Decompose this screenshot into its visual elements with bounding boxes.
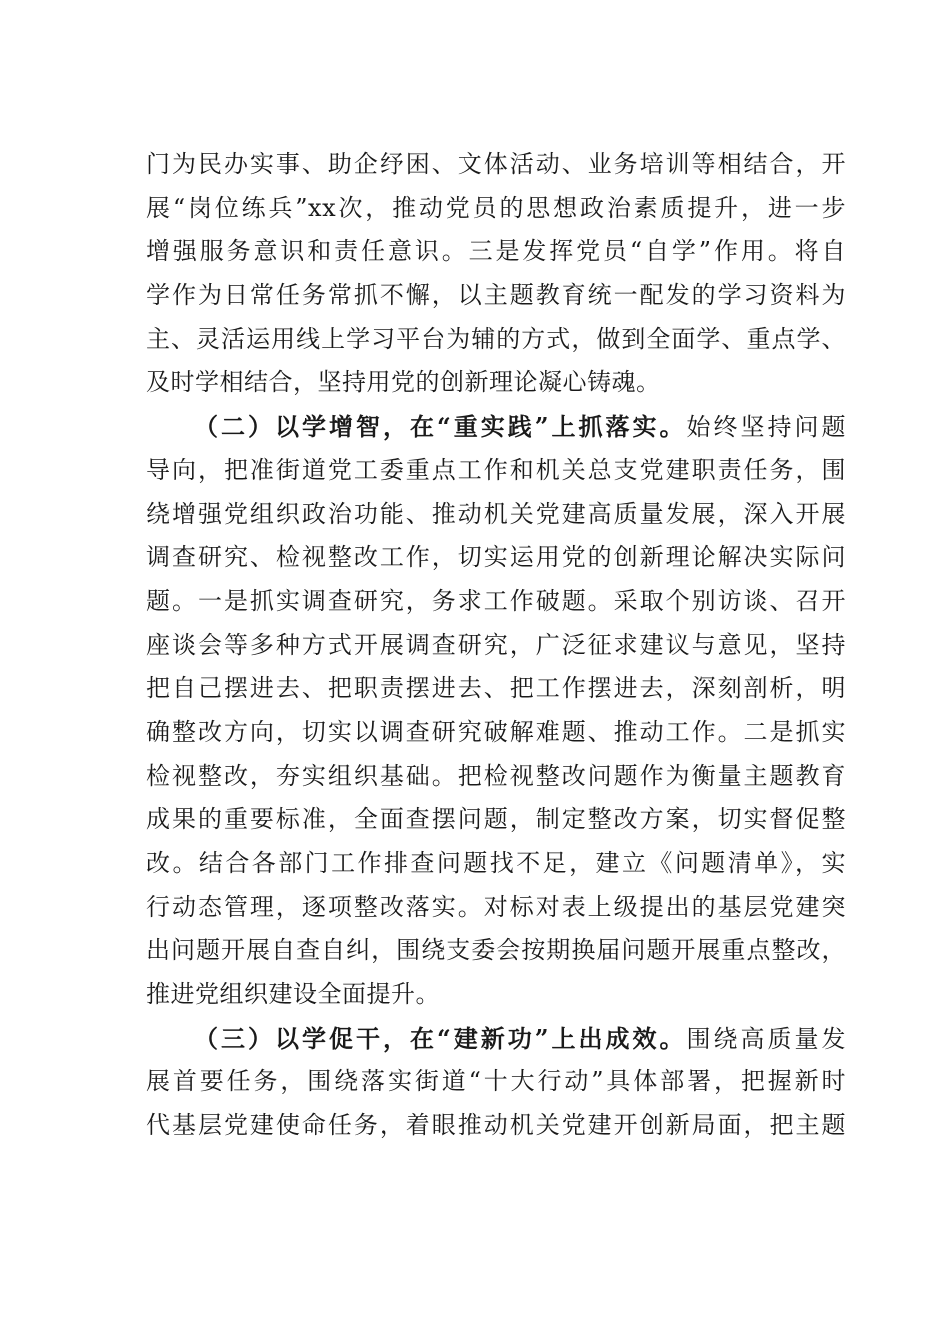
paragraph-first-line bbox=[146, 405, 846, 449]
text-run: 围绕高质量发 bbox=[686, 1024, 847, 1053]
text-line: 成果的重要标准，全面查摆问题，制定整改方案，切实督促整 bbox=[146, 805, 846, 834]
text-line: 座谈会等多种方式开展调查研究，广泛征求建议与意见，坚持 bbox=[146, 630, 846, 659]
text-line: 确整改方向，切实以调查研究破解难题、推动工作。二是抓实 bbox=[146, 717, 846, 746]
paragraph-2 bbox=[146, 405, 846, 1017]
text-line: 改。结合各部门工作排查问题找不足，建立《问题清单》，实 bbox=[146, 849, 846, 877]
text-line: 绕增强党组织政治功能、推动机关党建高质量发展，深入开展 bbox=[146, 499, 846, 528]
text-line: 门为民办实事、助企纾困、文体活动、业务培训等相结合，开 bbox=[146, 150, 846, 178]
section-heading: （三）以学促干，在“建新功”上出成效。 bbox=[194, 1023, 687, 1053]
section-heading: （二）以学增智，在“重实践”上抓落实。 bbox=[194, 412, 687, 442]
text-line: 调查研究、检视整改工作，切实运用党的创新理论解决实际问 bbox=[146, 543, 846, 572]
paragraph-1 bbox=[146, 143, 846, 405]
text-line: 展首要任务，围绕落实街道“十大行动”具体部署，把握新时 bbox=[146, 1067, 846, 1096]
text-line: 增强服务意识和责任意识。三是发挥党员“自学”作用。将自 bbox=[146, 237, 846, 266]
paragraph-first-line bbox=[146, 1017, 846, 1061]
text-run: 始终坚持问题 bbox=[686, 413, 847, 442]
text-line: 学作为日常任务常抓不懈，以主题教育统一配发的学习资料为 bbox=[146, 281, 846, 310]
text-line: 主、灵活运用线上学习平台为辅的方式，做到全面学、重点学、 bbox=[146, 324, 846, 353]
text-line: 导向，把准街道党工委重点工作和机关总支党建职责任务，围 bbox=[146, 455, 846, 484]
paragraph-3 bbox=[146, 1017, 846, 1148]
text-line: 行动态管理，逐项整改落实。对标对表上级提出的基层党建突 bbox=[146, 892, 846, 921]
text-line: 题。一是抓实调查研究，务求工作破题。采取个别访谈、召开 bbox=[146, 586, 846, 615]
text-line: 展“岗位练兵”xx次，推动党员的思想政治素质提升，进一步 bbox=[146, 193, 846, 222]
document-body bbox=[146, 143, 846, 1148]
text-line: 出问题开展自查自纠，围绕支委会按期换届问题开展重点整改， bbox=[146, 936, 846, 965]
text-line: 检视整改，夯实组织基础。把检视整改问题作为衡量主题教育 bbox=[146, 761, 846, 790]
text-line: 代基层党建使命任务，着眼推动机关党建开创新局面，把主题 bbox=[146, 1111, 846, 1140]
text-line: 及时学相结合，坚持用党的创新理论凝心铸魂。 bbox=[146, 368, 661, 397]
text-line: 把自己摆进去、把职责摆进去、把工作摆进去，深刻剖析，明 bbox=[146, 674, 846, 703]
text-line: 推进党组织建设全面提升。 bbox=[146, 980, 440, 1009]
